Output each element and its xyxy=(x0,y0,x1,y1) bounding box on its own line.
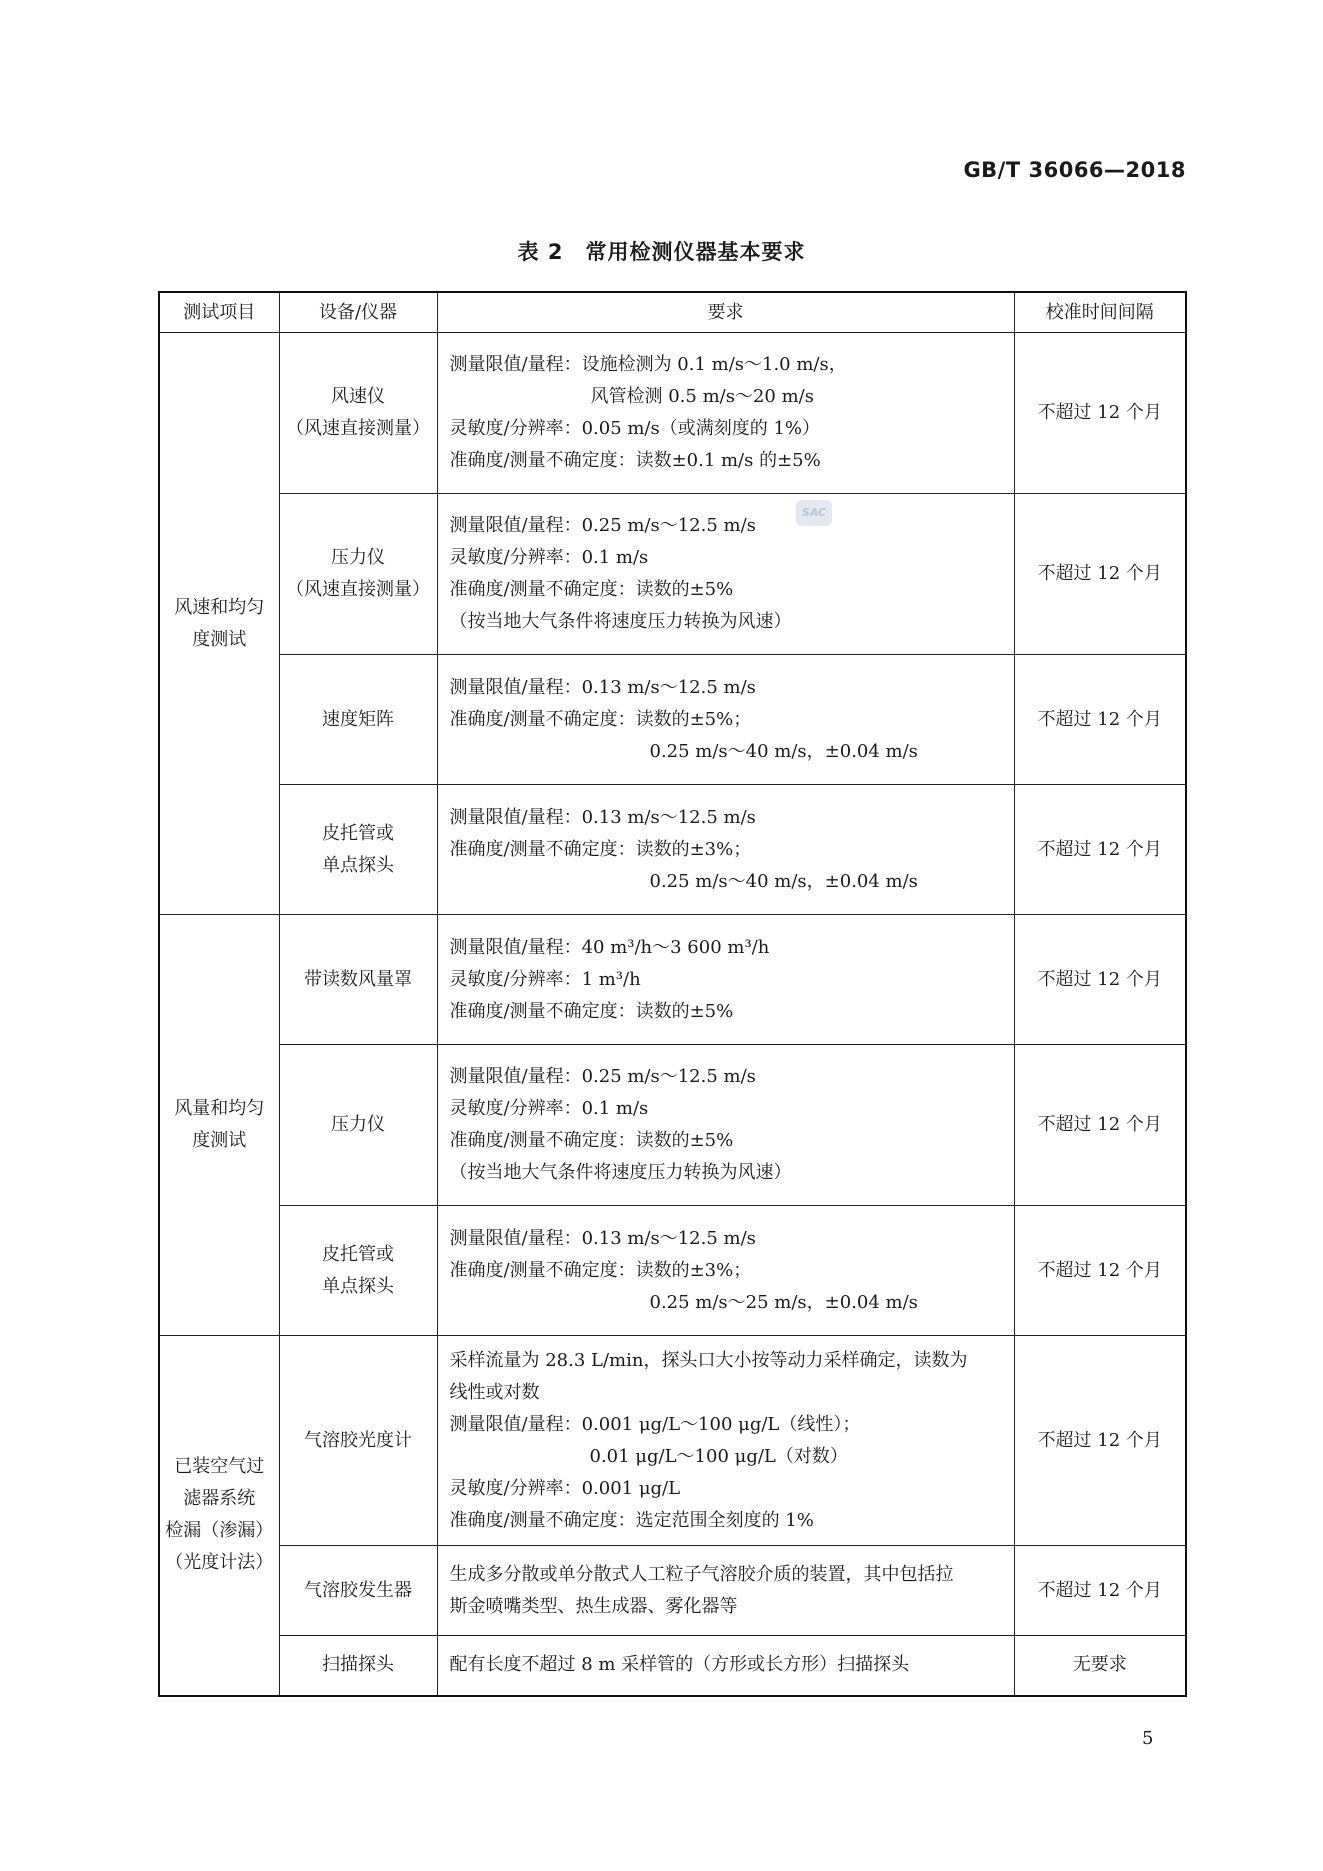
requirements-table xyxy=(158,291,1187,1697)
requirement-line: 测量限值/量程：0.13 m/s～12.5 m/s xyxy=(449,806,756,828)
test-item-line: 滤器系统 xyxy=(183,1488,256,1510)
table-row xyxy=(159,1206,1186,1336)
test-item-line: （光度计法） xyxy=(165,1552,274,1574)
table-row xyxy=(159,1546,1186,1636)
sac-watermark-logo: SAC xyxy=(796,500,832,526)
requirement-line: 0.01 μg/L～100 μg/L（对数） xyxy=(589,1445,848,1467)
document-code: GB/T 36066—2018 xyxy=(963,158,1186,182)
device-cell xyxy=(279,494,437,655)
table-row xyxy=(159,655,1186,785)
requirement-line: 0.25 m/s～40 m/s，±0.04 m/s xyxy=(649,870,918,892)
table-row xyxy=(159,1636,1186,1696)
requirement-line: 准确度/测量不确定度：读数的±5% xyxy=(449,1000,734,1022)
device-cell xyxy=(279,1206,437,1336)
device-cell xyxy=(279,1636,437,1696)
device-line: 压力仪 xyxy=(331,547,385,568)
requirement-line: 灵敏度/分辨率：0.001 μg/L xyxy=(449,1477,681,1499)
requirement-line: 灵敏度/分辨率：0.05 m/s（或满刻度的 1%） xyxy=(449,418,821,439)
requirement-line: 准确度/测量不确定度：读数的±3%； xyxy=(449,1259,752,1281)
requirement-cell xyxy=(437,1206,1014,1336)
test-item-line: 度测试 xyxy=(192,1130,247,1151)
device-cell xyxy=(279,785,437,915)
table-caption: 表 2 常用检测仪器基本要求 xyxy=(517,240,806,264)
device-cell xyxy=(279,655,437,785)
device-cell xyxy=(279,1546,437,1636)
page-number: 5 xyxy=(1142,1728,1154,1749)
requirement-line: （按当地大气条件将速度压力转换为风速） xyxy=(449,1162,792,1183)
requirement-cell xyxy=(437,785,1014,915)
requirement-line: 风管检测 0.5 m/s～20 m/s xyxy=(590,386,814,407)
requirement-line: 准确度/测量不确定度：读数的±5% xyxy=(449,1130,734,1151)
table-row xyxy=(159,1336,1186,1546)
table-row xyxy=(159,333,1186,494)
device-line: 皮托管或 xyxy=(322,1243,394,1265)
test-item-airspeed-uniformity xyxy=(159,333,279,915)
device-line: 扫描探头 xyxy=(322,1654,394,1676)
requirement-line: 测量限值/量程：0.25 m/s～12.5 m/s xyxy=(449,1066,756,1087)
requirement-cell xyxy=(437,1336,1014,1546)
device-line: 压力仪 xyxy=(331,1114,385,1135)
calibration-interval: 不超过 12 个月 xyxy=(1014,1336,1186,1546)
device-line: 气溶胶光度计 xyxy=(304,1429,412,1451)
requirement-line: 斯金喷嘴类型、热生成器、雾化器等 xyxy=(449,1595,738,1617)
requirement-cell xyxy=(437,915,1014,1045)
table-row xyxy=(159,785,1186,915)
test-item-line: 已装空气过 xyxy=(174,1456,265,1478)
calibration-interval: 不超过 12 个月 xyxy=(1014,655,1186,785)
requirement-cell xyxy=(437,494,1014,655)
device-line: 带读数风量罩 xyxy=(304,968,412,990)
calibration-interval: 不超过 12 个月 xyxy=(1014,494,1186,655)
table-header-row xyxy=(159,292,1186,333)
device-cell xyxy=(279,333,437,494)
requirement-line: 线性或对数 xyxy=(449,1381,540,1403)
device-cell xyxy=(279,915,437,1045)
requirement-line: 灵敏度/分辨率：0.1 m/s xyxy=(449,1098,649,1119)
requirement-line: 测量限值/量程：0.13 m/s～12.5 m/s xyxy=(449,1227,756,1249)
calibration-interval: 不超过 12 个月 xyxy=(1014,1546,1186,1636)
device-line: 风速仪 xyxy=(331,386,385,407)
device-line: （风速直接测量） xyxy=(286,418,430,439)
requirement-line: 准确度/测量不确定度：选定范围全刻度的 1% xyxy=(449,1509,814,1531)
requirement-cell xyxy=(437,655,1014,785)
device-line: （风速直接测量） xyxy=(286,579,430,600)
requirement-line: 测量限值/量程：设施检测为 0.1 m/s～1.0 m/s， xyxy=(449,354,847,375)
requirement-line: 灵敏度/分辨率：0.1 m/s xyxy=(449,547,649,568)
table-row xyxy=(159,1045,1186,1206)
requirement-line: （按当地大气条件将速度压力转换为风速） xyxy=(449,611,792,632)
calibration-interval: 不超过 12 个月 xyxy=(1014,1206,1186,1336)
requirement-cell xyxy=(437,1546,1014,1636)
requirement-line: 准确度/测量不确定度：读数的±3%； xyxy=(449,838,752,860)
table-row xyxy=(159,915,1186,1045)
calibration-interval: 无要求 xyxy=(1014,1636,1186,1696)
requirement-cell xyxy=(437,1045,1014,1206)
device-cell xyxy=(279,1045,437,1206)
requirement-line: 0.25 m/s～25 m/s，±0.04 m/s xyxy=(649,1291,918,1313)
test-item-airflow-uniformity xyxy=(159,915,279,1336)
calibration-interval: 不超过 12 个月 xyxy=(1014,915,1186,1045)
device-line: 单点探头 xyxy=(322,1275,394,1297)
column-header-test-item: 测试项目 xyxy=(159,292,279,333)
requirement-line: 准确度/测量不确定度：读数±0.1 m/s 的±5% xyxy=(449,450,821,471)
requirement-line: 测量限值/量程：0.25 m/s～12.5 m/s xyxy=(449,515,756,536)
requirement-line: 测量限值/量程：0.001 μg/L～100 μg/L（线性）； xyxy=(449,1413,861,1435)
requirement-line: 生成多分散或单分散式人工粒子气溶胶介质的装置，其中包括拉 xyxy=(449,1563,954,1585)
requirement-line: 采样流量为 28.3 L/min，探头口大小按等动力采样确定，读数为 xyxy=(449,1349,968,1371)
requirement-line: 灵敏度/分辨率：1 m³/h xyxy=(449,968,641,990)
column-header-device: 设备/仪器 xyxy=(279,292,437,333)
device-cell xyxy=(279,1336,437,1546)
test-item-filter-leak-test xyxy=(159,1336,279,1696)
requirement-cell xyxy=(437,333,1014,494)
requirement-line: 测量限值/量程：40 m³/h～3 600 m³/h xyxy=(449,936,770,958)
requirement-line: 0.25 m/s～40 m/s，±0.04 m/s xyxy=(649,740,918,762)
column-header-requirement: 要求 xyxy=(437,292,1014,333)
requirement-line: 准确度/测量不确定度：读数的±5%； xyxy=(449,708,752,730)
device-line: 单点探头 xyxy=(322,854,394,876)
device-line: 气溶胶发生器 xyxy=(304,1579,412,1601)
requirement-line: 准确度/测量不确定度：读数的±5% xyxy=(449,579,734,600)
calibration-interval: 不超过 12 个月 xyxy=(1014,1045,1186,1206)
device-line: 皮托管或 xyxy=(322,822,394,844)
test-item-line: 检漏（渗漏） xyxy=(165,1520,274,1542)
test-item-line: 风速和均匀 xyxy=(174,596,265,618)
requirement-cell xyxy=(437,1636,1014,1696)
test-item-line: 风量和均匀 xyxy=(174,1098,265,1119)
column-header-calibration-interval: 校准时间间隔 xyxy=(1014,292,1186,333)
test-item-line: 度测试 xyxy=(192,628,247,650)
calibration-interval: 不超过 12 个月 xyxy=(1014,333,1186,494)
requirement-line: 测量限值/量程：0.13 m/s～12.5 m/s xyxy=(449,676,756,698)
requirement-line: 配有长度不超过 8 m 采样管的（方形或长方形）扫描探头 xyxy=(449,1654,910,1676)
calibration-interval: 不超过 12 个月 xyxy=(1014,785,1186,915)
device-line: 速度矩阵 xyxy=(322,708,394,730)
table-row xyxy=(159,494,1186,655)
